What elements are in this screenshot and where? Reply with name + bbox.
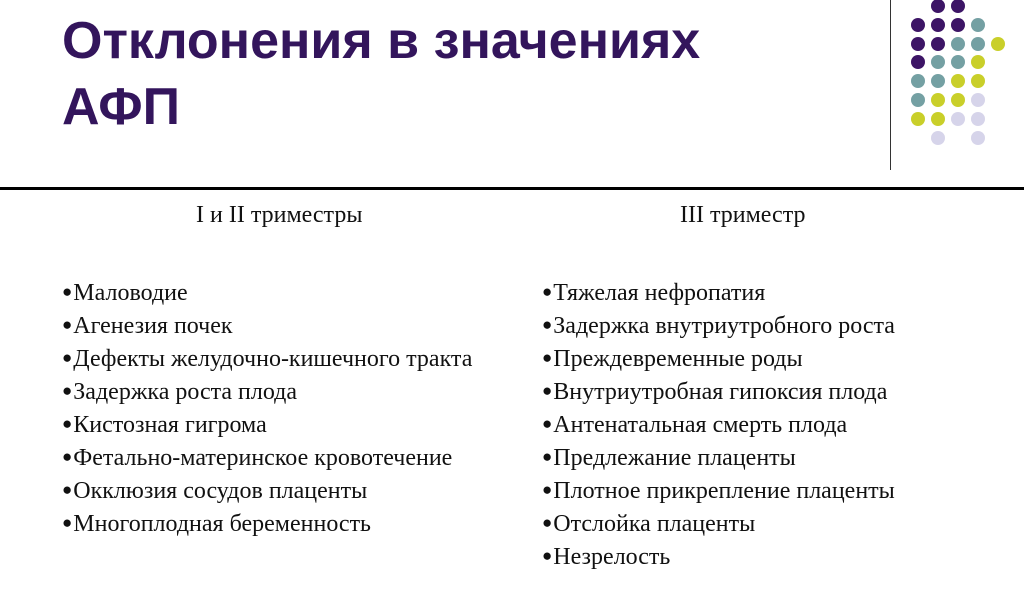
list-trimester-1-2 xyxy=(62,276,502,540)
bullet-icon: ● xyxy=(542,414,553,433)
list-item: ●Маловодие xyxy=(62,280,188,306)
decorative-dot xyxy=(911,93,925,107)
decorative-dot xyxy=(931,131,945,145)
bullet-icon: ● xyxy=(542,447,553,466)
slide-title-line-2: АФП xyxy=(62,78,181,136)
decorative-dot-grid xyxy=(0,0,1024,160)
decorative-dot xyxy=(971,37,985,51)
decorative-dot xyxy=(931,18,945,32)
list-item: ●Дефекты желудочно-кишечного тракта xyxy=(62,346,473,372)
decorative-dot xyxy=(951,112,965,126)
list-item: ●Агенезия почек xyxy=(62,313,233,339)
decorative-dot xyxy=(911,112,925,126)
list-item: ●Внутриутробная гипоксия плода xyxy=(542,379,888,405)
decorative-dot xyxy=(971,55,985,69)
list-item: ●Многоплодная беременность xyxy=(62,511,371,537)
decorative-dot xyxy=(931,37,945,51)
decorative-dot xyxy=(971,74,985,88)
list-item: ●Окклюзия сосудов плаценты xyxy=(62,478,368,504)
decorative-dot xyxy=(931,93,945,107)
list-item: ●Предлежание плаценты xyxy=(542,445,796,471)
list-item: ●Фетально-материнское кровотечение xyxy=(62,445,453,471)
decorative-dot xyxy=(951,74,965,88)
decorative-dot xyxy=(951,37,965,51)
list-item: ●Кистозная гигрома xyxy=(62,412,267,438)
decorative-dot xyxy=(911,55,925,69)
decorative-dot xyxy=(951,55,965,69)
list-item: ●Антенатальная смерть плода xyxy=(542,412,848,438)
list-item: ●Незрелость xyxy=(542,544,671,570)
column-heading-trimester-1-2: I и II триместры xyxy=(196,202,363,228)
decorative-dot xyxy=(931,74,945,88)
bullet-icon: ● xyxy=(542,513,553,532)
bullet-icon: ● xyxy=(542,546,553,565)
decorative-dot xyxy=(971,93,985,107)
bullet-icon: ● xyxy=(542,381,553,400)
decorative-dot xyxy=(991,37,1005,51)
decorative-dot xyxy=(931,0,945,13)
decorative-dot xyxy=(931,112,945,126)
bullet-icon: ● xyxy=(62,315,73,334)
column-heading-trimester-3: III триместр xyxy=(680,202,806,228)
decorative-dot xyxy=(951,18,965,32)
bullet-icon: ● xyxy=(62,348,73,367)
bullet-icon: ● xyxy=(62,381,73,400)
list-item: ●Отслойка плаценты xyxy=(542,511,756,537)
decorative-dot xyxy=(931,55,945,69)
bullet-icon: ● xyxy=(542,282,553,301)
list-trimester-3 xyxy=(542,276,1012,573)
decorative-dot xyxy=(911,37,925,51)
decorative-dot xyxy=(951,0,965,13)
list-item: ●Преждевременные роды xyxy=(542,346,803,372)
list-item: ●Задержка внутриутробного роста xyxy=(542,313,895,339)
list-item: ●Плотное прикрепление плаценты xyxy=(542,478,895,504)
bullet-icon: ● xyxy=(62,414,73,433)
bullet-icon: ● xyxy=(542,315,553,334)
slide-title-line-1: Отклонения в значениях xyxy=(62,12,701,70)
decorative-dot xyxy=(911,18,925,32)
decorative-dot xyxy=(911,74,925,88)
bullet-icon: ● xyxy=(542,348,553,367)
decorative-dot xyxy=(971,112,985,126)
decorative-dot xyxy=(971,18,985,32)
bullet-icon: ● xyxy=(62,282,73,301)
list-item: ●Тяжелая нефропатия xyxy=(542,280,766,306)
title-divider xyxy=(0,187,1024,190)
bullet-icon: ● xyxy=(542,480,553,499)
decorative-dot xyxy=(971,131,985,145)
list-item: ●Задержка роста плода xyxy=(62,379,298,405)
decorative-dot xyxy=(951,93,965,107)
bullet-icon: ● xyxy=(62,447,73,466)
bullet-icon: ● xyxy=(62,513,73,532)
bullet-icon: ● xyxy=(62,480,73,499)
